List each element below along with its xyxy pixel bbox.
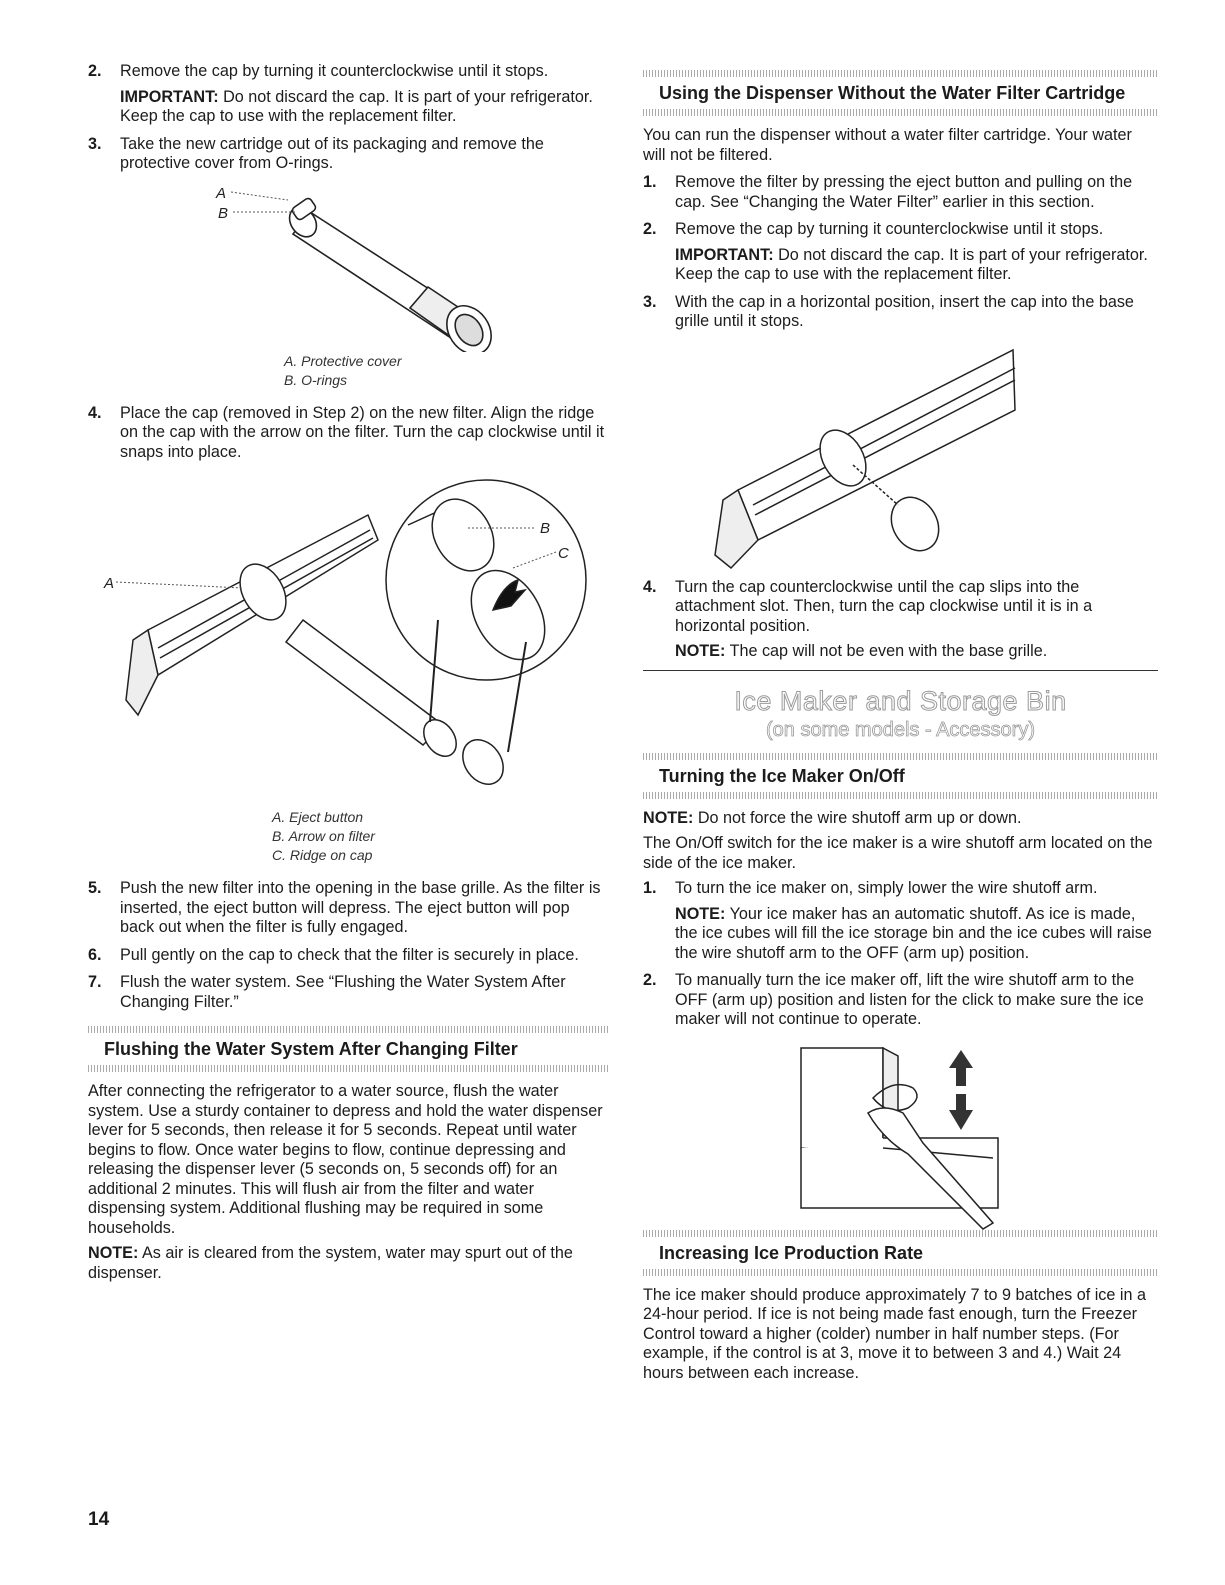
step-text: To turn the ice maker on, simply lower the wire shutoff arm. (675, 879, 1098, 897)
label-b: B (540, 520, 551, 537)
step-number: 5. (88, 879, 102, 897)
ice-step-1 (643, 879, 1158, 963)
note-keyword: NOTE: (88, 1244, 139, 1262)
hatch-divider (643, 70, 1158, 77)
ice-step-2 (643, 971, 1158, 1030)
step-number: 4. (643, 577, 657, 596)
note-text: Do not force the wire shutoff arm up or down. (693, 808, 1022, 827)
note (675, 905, 1158, 964)
step-text: Remove the filter by pressing the eject button and pulling on the cap. See “Changing the Water Filter” earlier in this section. (675, 173, 1133, 211)
cap-grille-illustration (643, 340, 1158, 578)
hatch-divider (88, 1026, 608, 1033)
figure-1-captions (284, 352, 608, 390)
step-number: 2. (643, 971, 657, 989)
step-number: 2. (643, 220, 657, 238)
step-number: 1. (643, 173, 657, 191)
step-2 (88, 62, 608, 127)
hatch-divider (643, 792, 1158, 799)
important-note (675, 246, 1158, 285)
hatch-divider (643, 109, 1158, 116)
step-number: 6. (88, 945, 102, 964)
arrow-down-icon (949, 1094, 973, 1130)
ice-maker-figure (643, 1038, 1158, 1230)
arrow-up-icon (949, 1050, 973, 1086)
step-text: Place the cap (removed in Step 2) on the new filter. Align the ridge on the cap with the arrow on the filter. Turn the cap clockwise until it snaps into place. (120, 403, 605, 461)
step-text: Turn the cap counterclockwise until the cap slips into the attachment slot. Then, turn the cap clockwise until it is in a horizontal position. (675, 577, 1093, 635)
caption-line: A. Protective cover (284, 352, 402, 369)
rate-heading: Increasing Ice Production Rate (659, 1242, 924, 1263)
filter-cartridge-figure (88, 182, 608, 352)
flushing-note (88, 1244, 608, 1283)
step-text: Pull gently on the cap to check that the filter is securely in place. (120, 945, 579, 964)
onoff-body: The On/Off switch for the ice maker is a wire shutoff arm located on the side of the ice maker. (643, 834, 1153, 872)
step-text: With the cap in a horizontal position, insert the cap into the base grille until it stops. (675, 292, 1134, 330)
note-keyword: IMPORTANT: (120, 87, 219, 106)
dispenser-step-1 (643, 173, 1158, 212)
step-text: Flush the water system. See “Flushing the Water System After Changing Filter.” (120, 973, 566, 1011)
note-keyword: IMPORTANT: (675, 245, 774, 264)
step-number: 4. (88, 403, 102, 422)
step-text: Remove the cap by turning it counterclockwise until it stops. (675, 220, 1104, 238)
dispenser-step-2 (643, 220, 1158, 285)
hatch-divider (643, 753, 1158, 760)
page-number: 14 (88, 1509, 110, 1530)
onoff-note (643, 809, 1158, 829)
note (675, 642, 1158, 662)
ice-maker-subtitle: (on some models - Accessory) (766, 718, 1035, 741)
flushing-body: After connecting the refrigerator to a water source, flush the water system. Use a sturdy container to depress and hold the water dispenser lever for 5 seconds, then release it for 5 seconds. Repeat until water begins to flow. Once water begins to flow, continue depressing and releasing the dispenser lever (5 seconds on, 5 seconds off) for an additional 2 minutes. This will flush air from the filter and water dispensing system. Additional flushing may be required in some households. (88, 1082, 603, 1237)
dispenser-intro: You can run the dispenser without a water filter cartridge. Your water will not be filtered. (643, 126, 1132, 164)
hatch-divider (88, 1065, 608, 1072)
step-7 (88, 973, 608, 1012)
step-number: 3. (643, 292, 657, 311)
step-text: Remove the cap by turning it counterclockwise until it stops. (120, 62, 549, 80)
left-column (88, 62, 608, 1283)
filter-cartridge-illustration (88, 182, 608, 352)
note-text: Your ice maker has an automatic shutoff. As ice is made, the ice cubes will fill the ice storage bin and the ice cubes will raise the wire shutoff arm to the OFF (arm up) position. (675, 904, 1152, 962)
important-note (120, 88, 608, 127)
ice-maker-title: Ice Maker and Storage Bin (734, 685, 1067, 716)
hatch-divider (643, 1269, 1158, 1276)
note-keyword: NOTE: (643, 808, 694, 827)
dispenser-step-3 (643, 293, 1158, 332)
step-text: To manually turn the ice maker off, lift the wire shutoff arm to the OFF (arm up) position and listen for the click to make sure the ice maker will not continue to operate. (675, 971, 1144, 1028)
note-text: The cap will not be even with the base grille. (725, 642, 1048, 660)
rate-body: The ice maker should produce approximately 7 to 9 batches of ice in a 24-hour period. If ice is not being made fast enough, turn the Freezer Control toward a higher (colder) number in half number steps. (For example, if the control is at 3, move it to between 3 and 4.) Wait 24 hours between each increase. (643, 1285, 1146, 1382)
step-number: 3. (88, 134, 102, 153)
label-a: A (216, 184, 227, 202)
section-rule (643, 670, 1158, 671)
note-keyword: NOTE: (675, 642, 726, 660)
step-text: Take the new cartridge out of its packaging and remove the protective cover from O-rings. (120, 134, 544, 172)
caption-line: B. Arrow on filter (272, 828, 375, 844)
onoff-heading: Turning the Ice Maker On/Off (659, 765, 905, 786)
figure-2-captions (272, 808, 608, 865)
step-text: Push the new filter into the opening in the base grille. As the filter is inserted, the eject button will depress. The eject button will pop back out when the filter is fully engaged. (120, 879, 601, 936)
dispenser-heading: Using the Dispenser Without the Water Filter Cartridge (659, 83, 1126, 103)
ice-maker-illustration (643, 1038, 1158, 1230)
note-text: Do not discard the cap. It is part of your refrigerator. Keep the cap to use with the replacement filter. (120, 87, 593, 125)
label-b: B (218, 204, 229, 222)
hatch-divider (643, 1230, 1158, 1237)
step-6 (88, 946, 608, 966)
step-number: 1. (643, 879, 657, 897)
flushing-heading: Flushing the Water System After Changing Filter (104, 1039, 518, 1059)
cap-grille-figure (643, 340, 1158, 578)
right-column (643, 70, 1158, 1383)
step-3 (88, 135, 608, 174)
caption-line: B. O-rings (284, 371, 348, 388)
grille-filter-figure (88, 470, 608, 808)
step-number: 2. (88, 62, 102, 80)
note-text: As air is cleared from the system, water may spurt out of the dispenser. (88, 1244, 573, 1282)
grille-filter-illustration (88, 470, 608, 808)
step-number: 7. (88, 973, 102, 991)
dispenser-step-4 (643, 578, 1158, 662)
caption-line: C. Ridge on cap (272, 847, 373, 863)
step-5 (88, 879, 608, 938)
step-4 (88, 404, 608, 463)
label-a: A (104, 575, 115, 592)
caption-line: A. Eject button (272, 809, 364, 825)
note-keyword: NOTE: (675, 904, 726, 923)
note-text: Do not discard the cap. It is part of your refrigerator. Keep the cap to use with the replacement filter. (675, 245, 1148, 283)
label-c: C (558, 545, 569, 562)
